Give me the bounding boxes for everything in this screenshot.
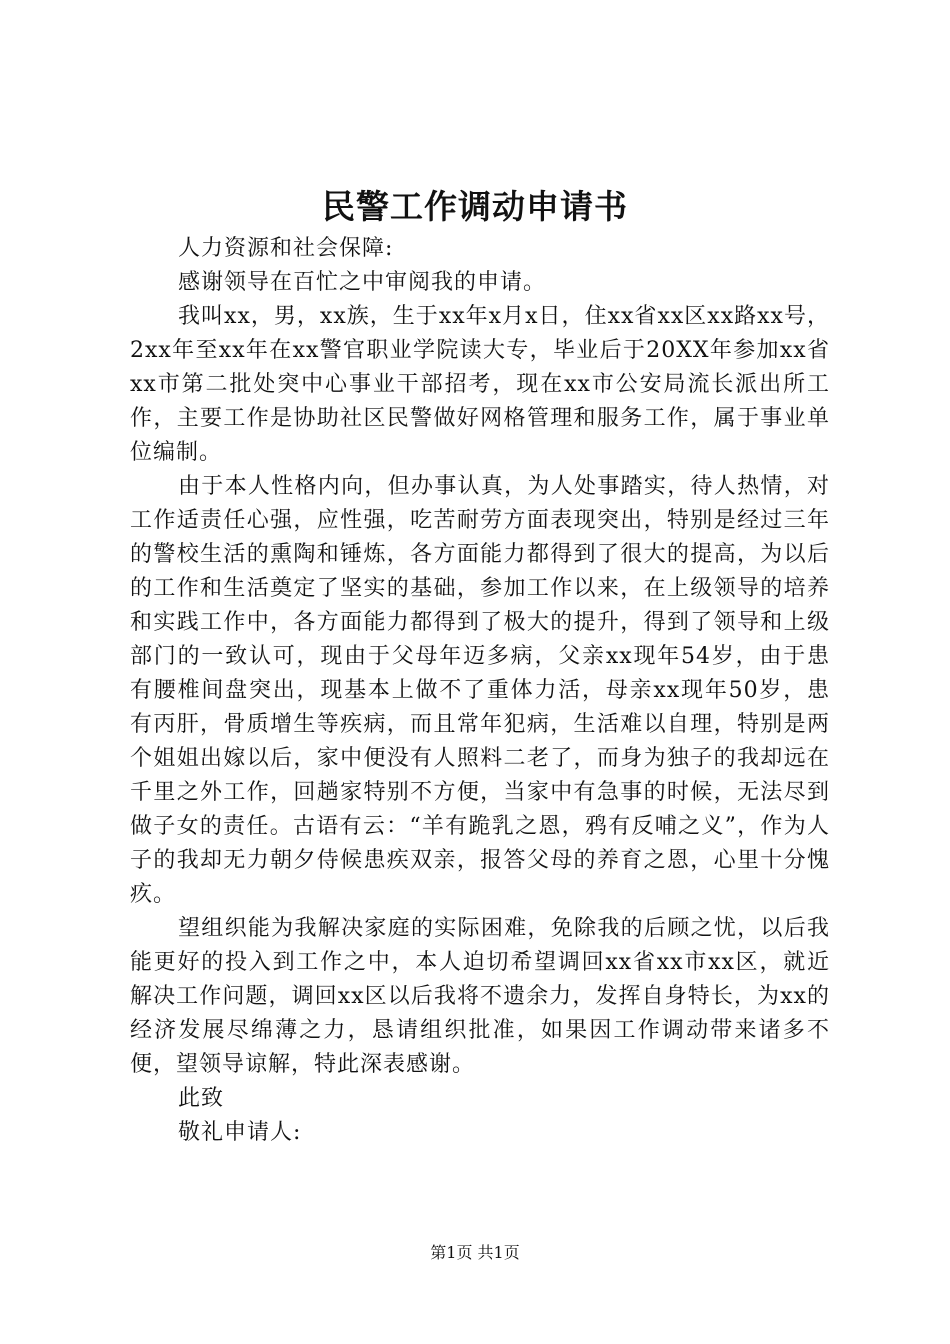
closing-line: 此致: [178, 1086, 225, 1111]
document-title: 民警工作调动申请书: [322, 187, 628, 226]
salutation: 人力资源和社会保障:: [178, 236, 394, 261]
paragraph-family-situation: 由于本人性格内向，但办事认真，为人处事踏实，待人热情，对工作适责任心强，应性强，吃苦耐劳方面表现突出，特别是经过三年的警校生活的熏陶和锤炼，各方面能力都得到了很大的提高，为以后的工作和生活奠定了坚实的基础，参加工作以来，在上级领导的培养和实践工作中，各方面能力都得到了极大的提升，得到了领导和上级部门的一致认可，现由于父母年迈多病，父亲xx现年54岁，由于患有腰椎间盘突出，现基本上做不了重体力活，母亲xx现年50岁，患有丙肝，骨质增生等疾病，而且常年犯病，生活难以自理，特别是两个姐姐出嫁以后，家中便没有人照料二老了，而身为独子的我却远在千里之外工作，回趟家特别不方便，当家中有急事的时候，无法尽到做子女的责任。古语有云：“羊有跪乳之恩，鸦有反哺之义”，作为人子的我却无力朝夕侍候患疾双亲，报答父母的养育之恩，心里十分愧疚。: [130, 474, 830, 907]
paragraph-self-introduction: 我叫xx，男，xx族，生于xx年x月x日，住xx省xx区xx路xx号，2xx年至xx年在xx警官职业学院读大专，毕业后于20XX年参加xx省xx市第二批处突中心事业干部招考，现在xx市公安局流长派出所工作，主要工作是协助社区民警做好网格管理和服务工作，属于事业单位编制。: [130, 304, 830, 465]
signature-line: 敬礼申请人:: [178, 1120, 302, 1145]
paragraph-request: 望组织能为我解决家庭的实际困难，免除我的后顾之忧，以后我能更好的投入到工作之中，本人迫切希望调回xx省xx市xx区，就近解决工作问题，调回xx区以后我将不遗余力，发挥自身特长，为xx的经济发展尽绵薄之力，恳请组织批准，如果因工作调动带来诸多不便，望领导谅解，特此深表感谢。: [130, 916, 830, 1077]
opening-line: 感谢领导在百忙之中审阅我的申请。: [178, 270, 547, 295]
page-footer: 第1页 共1页: [430, 1243, 520, 1262]
document-body: [130, 232, 830, 1150]
